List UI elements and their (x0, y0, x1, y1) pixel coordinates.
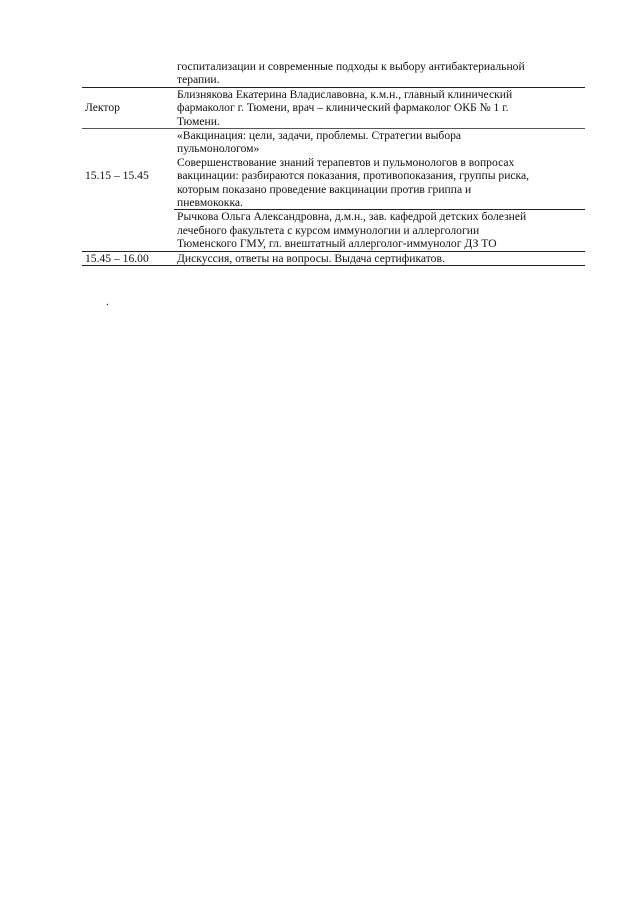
table-row (82, 129, 585, 252)
text-line: вакцинации: разбираются показания, противопоказания, группы риска, (177, 169, 530, 183)
description-cell (174, 252, 585, 265)
trailing-mark: . (106, 296, 109, 308)
text-line: госпитализации и современные подходы к выбору антибактериальной (177, 60, 525, 73)
table-row (82, 60, 585, 88)
table-row (82, 252, 585, 266)
text-line: которым показано проведение вакцинации против гриппа и (177, 182, 472, 196)
text-line: «Вакцинация: цели, задачи, проблемы. Стратегии выбора (177, 129, 462, 143)
time-cell: 15.45 – 16.00 (85, 251, 149, 265)
time-cell: 15.15 – 15.45 (85, 169, 149, 183)
text-line: Совершенствование знаний терапевтов и пульмонологов в вопросах (177, 155, 515, 169)
text-line: фармаколог г. Тюмени, врач – клинический фармаколог ОКБ № 1 г. (177, 101, 509, 115)
text-line: Рычкова Ольга Александровна, д.м.н., зав. кафедрой детских болезней (177, 210, 527, 224)
lecturer-block (174, 210, 585, 250)
table-row (82, 88, 585, 129)
time-cell: Лектор (85, 101, 120, 115)
text-line: Дискуссия, ответы на вопросы. Выдача сертификатов. (177, 251, 445, 265)
text-line: Близнякова Екатерина Владиславовна, к.м.н., главный клинический (177, 87, 513, 101)
text-line: терапии. (177, 73, 220, 87)
time-cell (82, 60, 174, 87)
description-cell (174, 88, 585, 128)
program-table (82, 60, 585, 266)
description-cell (174, 60, 585, 87)
text-line: Тюмени. (177, 114, 220, 128)
text-line: пневмококка. (177, 196, 243, 210)
text-line: пульмонологом» (177, 142, 260, 156)
text-line: Тюменского ГМУ, гл. внештатный аллерголог-иммунолог ДЗ ТО (177, 237, 497, 251)
text-line: лечебного факультета с курсом иммунологии и аллергологии (177, 223, 480, 237)
description-cell (174, 129, 585, 251)
topic-block (174, 129, 585, 210)
